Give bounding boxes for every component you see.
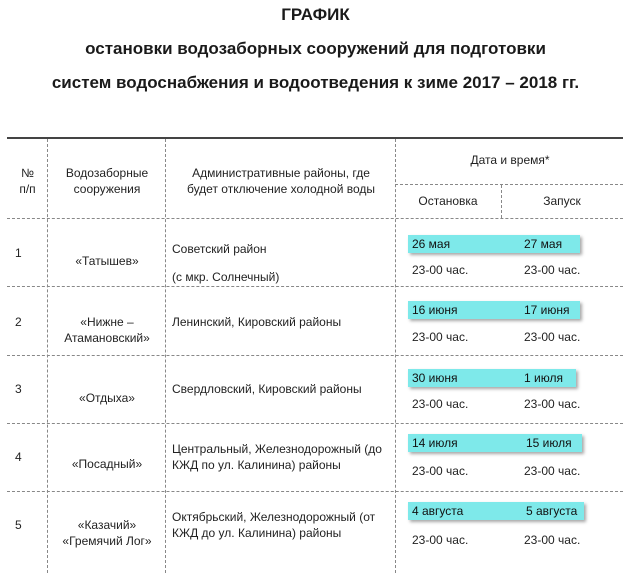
column-divider: [165, 139, 166, 573]
header-facility: Водозаборные сооружения: [65, 166, 149, 196]
header-bottom-divider: [7, 218, 623, 219]
stop-time: 23-00 час.: [412, 263, 469, 277]
stop-date: 16 июня: [412, 303, 458, 317]
start-date: 27 мая: [524, 237, 563, 251]
start-date: 5 августа: [526, 504, 578, 518]
column-divider: [47, 139, 48, 573]
row-divider: [7, 491, 623, 492]
start-date: 15 июля: [526, 436, 572, 450]
start-time: 23-00 час.: [524, 533, 581, 547]
header-start: Запуск: [543, 194, 581, 208]
stop-time: 23-00 час.: [412, 397, 469, 411]
datetime-subheader-divider: [395, 184, 623, 185]
facility-name: «Посадный»: [71, 457, 143, 471]
row-num: 5: [15, 518, 22, 532]
header-district: Административные районы, где будет отключение холодной воды: [186, 166, 376, 196]
page-subtitle-line2: систем водоснабжения и водоотведения к зиме 2017 – 2018 гг.: [51, 73, 580, 92]
page-title: ГРАФИК: [281, 5, 350, 24]
stop-date: 14 июля: [412, 436, 458, 450]
district-list: Свердловский, Кировский районы: [172, 382, 362, 396]
stop-time: 23-00 час.: [412, 533, 469, 547]
facility-name: «Татышев»: [75, 254, 139, 268]
start-time: 23-00 час.: [524, 397, 581, 411]
start-date: 17 июня: [524, 303, 570, 317]
start-time: 23-00 час.: [524, 464, 581, 478]
district-list: Октябрьский, Железнодорожный (от КЖД до ул. Калинина) районы: [172, 510, 376, 540]
row-divider: [7, 355, 623, 356]
table-top-border: [7, 137, 623, 139]
stop-time: 23-00 час.: [412, 330, 469, 344]
facility-name: «Отдыха»: [79, 391, 135, 405]
row-num: 4: [15, 450, 22, 464]
district-list: Центральный, Железнодорожный (до КЖД по ул. Калинина) районы: [172, 442, 382, 472]
facility-name: «Нижне – Атамановский»: [64, 315, 150, 345]
column-divider: [395, 139, 396, 573]
page-subtitle-line1: остановки водозаборных сооружений для подготовки: [85, 39, 546, 58]
row-num: 3: [15, 382, 22, 396]
column-divider: [501, 185, 502, 218]
start-date: 1 июля: [524, 371, 563, 385]
stop-date: 4 августа: [412, 504, 464, 518]
district-list: Советский район (с мкр. Солнечный): [172, 242, 280, 284]
stop-date: 26 мая: [412, 237, 451, 251]
header-datetime: Дата и время*: [470, 153, 550, 167]
start-time: 23-00 час.: [524, 330, 581, 344]
district-list: Ленинский, Кировский районы: [172, 315, 342, 329]
start-time: 23-00 час.: [524, 263, 581, 277]
stop-time: 23-00 час.: [412, 464, 469, 478]
facility-name: «Казачий» «Гремячий Лог»: [62, 518, 152, 548]
row-num: 1: [15, 246, 22, 260]
header-num: № п/п: [19, 166, 36, 196]
row-num: 2: [15, 315, 22, 329]
header-stop: Остановка: [418, 194, 478, 208]
stop-date: 30 июня: [412, 371, 458, 385]
row-divider: [7, 423, 623, 424]
